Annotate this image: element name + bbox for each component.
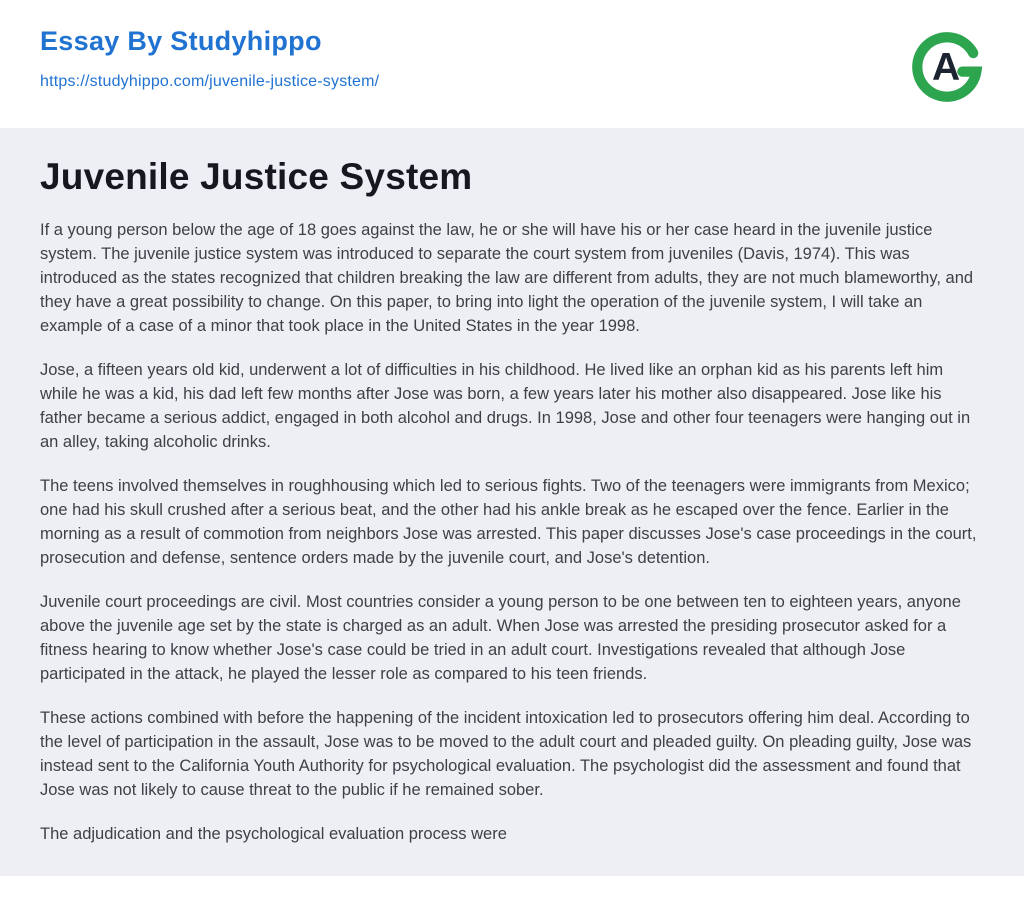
article-content [0,128,1024,876]
header-text-block [40,26,379,91]
header [0,0,1024,128]
article-paragraph-5: These actions combined with before the happening of the incident intoxication led to prosecutors offering him deal. According to the level of participation in the assault, Jose was to be moved to the adult court and pleaded guilty. On pleading guilty, Jose was instead sent to the California Youth Authority for psychological evaluation. The psychologist did the assessment and found that Jose was not likely to cause threat to the public if he remained sober. [40,709,972,799]
article-paragraph-2: Jose, a fifteen years old kid, underwent a lot of difficulties in his childhood. He lived like an orphan kid as his parents left him while he was a kid, his dad left few months after Jose was born, a few years later his mother also disappeared. Jose like his father became a serious addict, engaged in both alcohol and drugs. In 1998, Jose and other four teenagers were hanging out in an alley, taking alcoholic drinks. [40,361,971,451]
article-paragraph-1: If a young person below the age of 18 goes against the law, he or she will have his or her case heard in the juvenile justice system. The juvenile justice system was introduced to separate the court system from juveniles (Davis, 1974). This was introduced as the states recognized that children breaking the law are different from adults, they are not much blameworthy, and they have a great possibility to change. On this paper, to bring into light the operation of the juvenile system, I will take an example of a case of a minor that took place in the United States in the year 1998. [40,221,974,335]
logo-letter: A [931,46,961,90]
article-paragraph-4: Juvenile court proceedings are civil. Most countries consider a young person to be one between ten to eighteen years, anyone above the juvenile age set by the state is charged as an adult. When Jose was arrested the presiding prosecutor asked for a fitness hearing to know whether Jose's case could be tried in an adult court. Investigations revealed that although Jose participated in the attack, he played the lesser role as compared to his teen friends. [40,593,961,683]
site-title: Essay By Studyhippo [40,26,322,56]
studyhippo-logo [908,28,986,106]
source-url-link[interactable]: https://studyhippo.com/juvenile-justice-system/ [40,73,380,90]
article-paragraph-6: The adjudication and the psychological evaluation process were [40,825,507,843]
article-paragraph-3: The teens involved themselves in roughhousing which led to serious fights. Two of the teenagers were immigrants from Mexico; one had his skull crushed after a serious beat, and the other had his ankle break as he escaped over the fence. Earlier in the morning as a result of commotion from neighbors Jose was arrested. This paper discusses Jose's case proceedings in the court, prosecution and defense, sentence orders made by the juvenile court, and Jose's detention. [40,477,977,567]
logo-ring-icon [908,28,986,106]
footer [0,876,1024,907]
article-title: Juvenile Justice System [40,156,473,197]
